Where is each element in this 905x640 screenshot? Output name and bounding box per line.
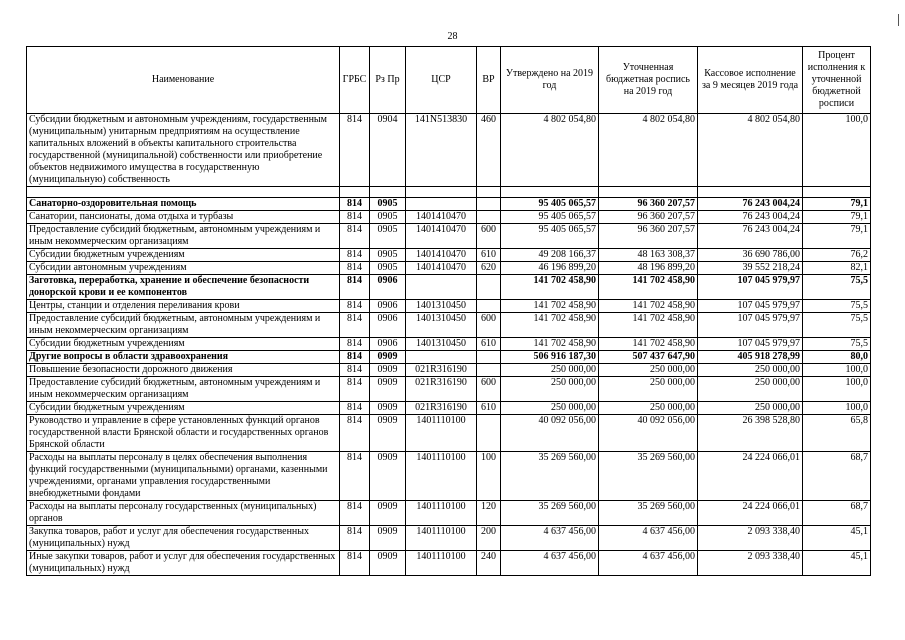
cell-name: Иные закупки товаров, работ и услуг для обеспечения государственных (муниципальных) нужд — [27, 551, 340, 576]
cell-refined: 96 360 207,57 — [599, 198, 698, 211]
cell-vr — [477, 300, 501, 313]
cell-vr: 610 — [477, 249, 501, 262]
cell-name: Санаторно-оздоровительная помощь — [27, 198, 340, 211]
cell-name: Руководство и управление в сфере установленных функций органов государственной власти Брянской области и государственных органов Брянской области — [27, 415, 340, 452]
cell-rz-pr: 0905 — [370, 211, 406, 224]
table-row — [27, 114, 871, 187]
cell-cash: 39 552 218,24 — [698, 262, 803, 275]
cell-name: Предоставление субсидий бюджетным, автономным учреждениям и иным некоммерческим организациям — [27, 377, 340, 402]
page-number: 28 — [447, 31, 458, 42]
cell-name: Заготовка, переработка, хранение и обеспечение безопасности донорской крови и ее компонентов — [27, 275, 340, 300]
cell-rz-pr: 0906 — [370, 338, 406, 351]
cell-cash: 250 000,00 — [698, 377, 803, 402]
cell-percent: 79,1 — [803, 211, 871, 224]
cell-rz-pr: 0906 — [370, 313, 406, 338]
cell-grbs: 814 — [340, 275, 370, 300]
cell-csr: 1401110100 — [406, 452, 477, 501]
cell-approved: 4 637 456,00 — [501, 551, 599, 576]
cell-rz-pr: 0909 — [370, 551, 406, 576]
cell-approved: 141 702 458,90 — [501, 275, 599, 300]
table-row — [27, 275, 871, 300]
cell-grbs: 814 — [340, 224, 370, 249]
header-cash: Кассовое исполнение за 9 месяцев 2019 года — [698, 47, 803, 114]
cell-cash: 26 398 528,80 — [698, 415, 803, 452]
cell-vr — [477, 211, 501, 224]
header-name: Наименование — [27, 47, 340, 114]
cell-grbs: 814 — [340, 351, 370, 364]
cell-percent: 68,7 — [803, 501, 871, 526]
cell-vr: 600 — [477, 313, 501, 338]
cell-percent: 68,7 — [803, 452, 871, 501]
cell-refined: 250 000,00 — [599, 402, 698, 415]
header-grbs: ГРБС — [340, 47, 370, 114]
cell-vr: 600 — [477, 224, 501, 249]
table-row — [27, 415, 871, 452]
table-row — [27, 526, 871, 551]
cell-approved: 141 702 458,90 — [501, 313, 599, 338]
table-row — [27, 402, 871, 415]
cell-percent: 76,2 — [803, 249, 871, 262]
cell-name: Центры, станции и отделения переливания крови — [27, 300, 340, 313]
table-row — [27, 364, 871, 377]
cell-refined: 141 702 458,90 — [599, 275, 698, 300]
cell-name: Закупка товаров, работ и услуг для обеспечения государственных (муниципальных) нужд — [27, 526, 340, 551]
cell-rz-pr: 0909 — [370, 402, 406, 415]
cell-grbs: 814 — [340, 338, 370, 351]
cell-refined: 48 163 308,37 — [599, 249, 698, 262]
cell-rz-pr: 0909 — [370, 526, 406, 551]
cell-approved: 250 000,00 — [501, 364, 599, 377]
cell-approved: 40 092 056,00 — [501, 415, 599, 452]
cell-name: Повышение безопасности дорожного движения — [27, 364, 340, 377]
table-row — [27, 351, 871, 364]
cell-csr: 1401410470 — [406, 249, 477, 262]
cell-csr: 021R316190 — [406, 364, 477, 377]
cell-cash: 76 243 004,24 — [698, 224, 803, 249]
cell-cash: 107 045 979,97 — [698, 300, 803, 313]
table-header-row — [27, 47, 871, 114]
cell-csr: 1401110100 — [406, 415, 477, 452]
cell-approved: 250 000,00 — [501, 402, 599, 415]
header-percent: Процент исполнения к уточненной бюджетной росписи — [803, 47, 871, 114]
cell-vr: 240 — [477, 551, 501, 576]
cell-name: Субсидии бюджетным учреждениям — [27, 402, 340, 415]
cell-percent: 75,5 — [803, 275, 871, 300]
cell-percent: 100,0 — [803, 114, 871, 187]
cell-refined: 4 637 456,00 — [599, 551, 698, 576]
cell-csr: 021R316190 — [406, 402, 477, 415]
cell-percent: 79,1 — [803, 224, 871, 249]
cell-approved: 95 405 065,57 — [501, 198, 599, 211]
cell-cash: 107 045 979,97 — [698, 313, 803, 338]
cell-refined: 250 000,00 — [599, 364, 698, 377]
cell-cash: 107 045 979,97 — [698, 275, 803, 300]
cell-csr — [406, 351, 477, 364]
cell-percent: 75,5 — [803, 300, 871, 313]
cell-name: Субсидии бюджетным учреждениям — [27, 338, 340, 351]
cell-percent: 100,0 — [803, 402, 871, 415]
cell-vr: 610 — [477, 338, 501, 351]
cell-approved: 35 269 560,00 — [501, 452, 599, 501]
cell-name: Предоставление субсидий бюджетным, автономным учреждениям и иным некоммерческим организациям — [27, 313, 340, 338]
header-rz-pr: Рз Пр — [370, 47, 406, 114]
cell-vr: 610 — [477, 402, 501, 415]
cell-cash: 24 224 066,01 — [698, 501, 803, 526]
cell-grbs: 814 — [340, 211, 370, 224]
cell-percent: 65,8 — [803, 415, 871, 452]
table-row — [27, 198, 871, 211]
cell-grbs: 814 — [340, 551, 370, 576]
header-csr: ЦСР — [406, 47, 477, 114]
cell-refined: 250 000,00 — [599, 377, 698, 402]
spacer-row — [27, 187, 871, 198]
cell-grbs: 814 — [340, 526, 370, 551]
cell-grbs: 814 — [340, 452, 370, 501]
cell-refined: 4 802 054,80 — [599, 114, 698, 187]
cell-cash: 36 690 786,00 — [698, 249, 803, 262]
table-row — [27, 501, 871, 526]
cell-csr: 1401410470 — [406, 224, 477, 249]
cell-name: Субсидии бюджетным и автономным учреждениям, государственным (муниципальным) унитарным предприятиям на осуществление капитальных вложений в объекты капитального строительства государственной (муниципальной) собственности или приобретение объектов недвижимого имущества в государственную (муниципальную) собственность — [27, 114, 340, 187]
cell-vr: 120 — [477, 501, 501, 526]
cell-vr: 100 — [477, 452, 501, 501]
cell-vr — [477, 415, 501, 452]
cell-grbs: 814 — [340, 364, 370, 377]
cell-rz-pr: 0906 — [370, 300, 406, 313]
cell-vr — [477, 364, 501, 377]
cell-percent: 100,0 — [803, 377, 871, 402]
cell-csr: 1401310450 — [406, 338, 477, 351]
cell-grbs: 814 — [340, 377, 370, 402]
cell-csr: 141N513830 — [406, 114, 477, 187]
cell-rz-pr: 0909 — [370, 452, 406, 501]
cell-grbs: 814 — [340, 114, 370, 187]
cell-grbs: 814 — [340, 249, 370, 262]
table-row — [27, 551, 871, 576]
cell-name: Предоставление субсидий бюджетным, автономным учреждениям и иным некоммерческим организациям — [27, 224, 340, 249]
cell-grbs: 814 — [340, 402, 370, 415]
cell-csr: 1401110100 — [406, 526, 477, 551]
cell-rz-pr: 0905 — [370, 262, 406, 275]
cell-csr: 1401310450 — [406, 313, 477, 338]
cell-refined: 96 360 207,57 — [599, 224, 698, 249]
cell-refined: 35 269 560,00 — [599, 452, 698, 501]
cell-grbs: 814 — [340, 198, 370, 211]
table-body — [27, 114, 871, 576]
cell-vr: 620 — [477, 262, 501, 275]
table-row — [27, 300, 871, 313]
cell-csr — [406, 275, 477, 300]
cell-rz-pr: 0909 — [370, 351, 406, 364]
cell-name: Расходы на выплаты персоналу в целях обеспечения выполнения функций государственными (муниципальными) органами, казенными учреждениями, органами управления государственными внебюджетными фондами — [27, 452, 340, 501]
cell-vr — [477, 275, 501, 300]
cell-approved: 141 702 458,90 — [501, 338, 599, 351]
cell-csr: 1401110100 — [406, 501, 477, 526]
cell-refined: 96 360 207,57 — [599, 211, 698, 224]
cell-csr: 1401410470 — [406, 211, 477, 224]
cell-rz-pr: 0904 — [370, 114, 406, 187]
cell-name: Санатории, пансионаты, дома отдыха и турбазы — [27, 211, 340, 224]
cell-approved: 506 916 187,30 — [501, 351, 599, 364]
cell-percent: 79,1 — [803, 198, 871, 211]
cell-refined: 141 702 458,90 — [599, 338, 698, 351]
cell-grbs: 814 — [340, 501, 370, 526]
cell-approved: 95 405 065,57 — [501, 224, 599, 249]
cell-refined: 141 702 458,90 — [599, 313, 698, 338]
cell-grbs: 814 — [340, 300, 370, 313]
cell-refined: 35 269 560,00 — [599, 501, 698, 526]
cell-rz-pr: 0905 — [370, 224, 406, 249]
cell-vr — [477, 198, 501, 211]
cell-cash: 76 243 004,24 — [698, 198, 803, 211]
cell-rz-pr: 0909 — [370, 415, 406, 452]
table-row — [27, 338, 871, 351]
cell-refined: 48 196 899,20 — [599, 262, 698, 275]
cell-cash: 2 093 338,40 — [698, 551, 803, 576]
cell-rz-pr: 0906 — [370, 275, 406, 300]
table-row — [27, 377, 871, 402]
cell-grbs: 814 — [340, 262, 370, 275]
cell-percent: 82,1 — [803, 262, 871, 275]
cell-refined: 141 702 458,90 — [599, 300, 698, 313]
cell-grbs: 814 — [340, 415, 370, 452]
budget-table — [26, 46, 871, 576]
cell-csr — [406, 198, 477, 211]
table-row — [27, 249, 871, 262]
cell-percent: 45,1 — [803, 551, 871, 576]
cell-name: Другие вопросы в области здравоохранения — [27, 351, 340, 364]
cell-vr — [477, 351, 501, 364]
header-approved: Утверждено на 2019 год — [501, 47, 599, 114]
cell-csr: 1401310450 — [406, 300, 477, 313]
cell-refined: 507 437 647,90 — [599, 351, 698, 364]
cell-csr: 1401410470 — [406, 262, 477, 275]
cell-vr: 200 — [477, 526, 501, 551]
cell-approved: 4 637 456,00 — [501, 526, 599, 551]
cell-percent: 100,0 — [803, 364, 871, 377]
cell-approved: 95 405 065,57 — [501, 211, 599, 224]
header-refined: Уточненная бюджетная роспись на 2019 год — [599, 47, 698, 114]
cell-percent: 45,1 — [803, 526, 871, 551]
cell-cash: 405 918 278,99 — [698, 351, 803, 364]
cell-cash: 4 802 054,80 — [698, 114, 803, 187]
cell-rz-pr: 0909 — [370, 377, 406, 402]
cell-approved: 250 000,00 — [501, 377, 599, 402]
cell-rz-pr: 0905 — [370, 198, 406, 211]
cell-name: Субсидии бюджетным учреждениям — [27, 249, 340, 262]
table-row — [27, 313, 871, 338]
table-row — [27, 224, 871, 249]
cell-rz-pr: 0909 — [370, 364, 406, 377]
cell-csr: 1401110100 — [406, 551, 477, 576]
cell-cash: 24 224 066,01 — [698, 452, 803, 501]
cell-cash: 107 045 979,97 — [698, 338, 803, 351]
cell-rz-pr: 0905 — [370, 249, 406, 262]
cell-name: Расходы на выплаты персоналу государственных (муниципальных) органов — [27, 501, 340, 526]
cell-percent: 75,5 — [803, 313, 871, 338]
cell-vr: 460 — [477, 114, 501, 187]
cell-cash: 250 000,00 — [698, 402, 803, 415]
cell-cash: 76 243 004,24 — [698, 211, 803, 224]
cell-approved: 4 802 054,80 — [501, 114, 599, 187]
cell-percent: 75,5 — [803, 338, 871, 351]
cell-approved: 35 269 560,00 — [501, 501, 599, 526]
cell-refined: 40 092 056,00 — [599, 415, 698, 452]
cell-approved: 49 208 166,37 — [501, 249, 599, 262]
cell-approved: 141 702 458,90 — [501, 300, 599, 313]
cell-name: Субсидии автономным учреждениям — [27, 262, 340, 275]
table-row — [27, 211, 871, 224]
cell-vr: 600 — [477, 377, 501, 402]
cell-rz-pr: 0909 — [370, 501, 406, 526]
cell-refined: 4 637 456,00 — [599, 526, 698, 551]
cell-percent: 80,0 — [803, 351, 871, 364]
edge-mark — [898, 14, 899, 26]
table-row — [27, 452, 871, 501]
cell-grbs: 814 — [340, 313, 370, 338]
cell-csr: 021R316190 — [406, 377, 477, 402]
cell-cash: 250 000,00 — [698, 364, 803, 377]
cell-approved: 46 196 899,20 — [501, 262, 599, 275]
cell-cash: 2 093 338,40 — [698, 526, 803, 551]
header-vr: ВР — [477, 47, 501, 114]
table-row — [27, 262, 871, 275]
